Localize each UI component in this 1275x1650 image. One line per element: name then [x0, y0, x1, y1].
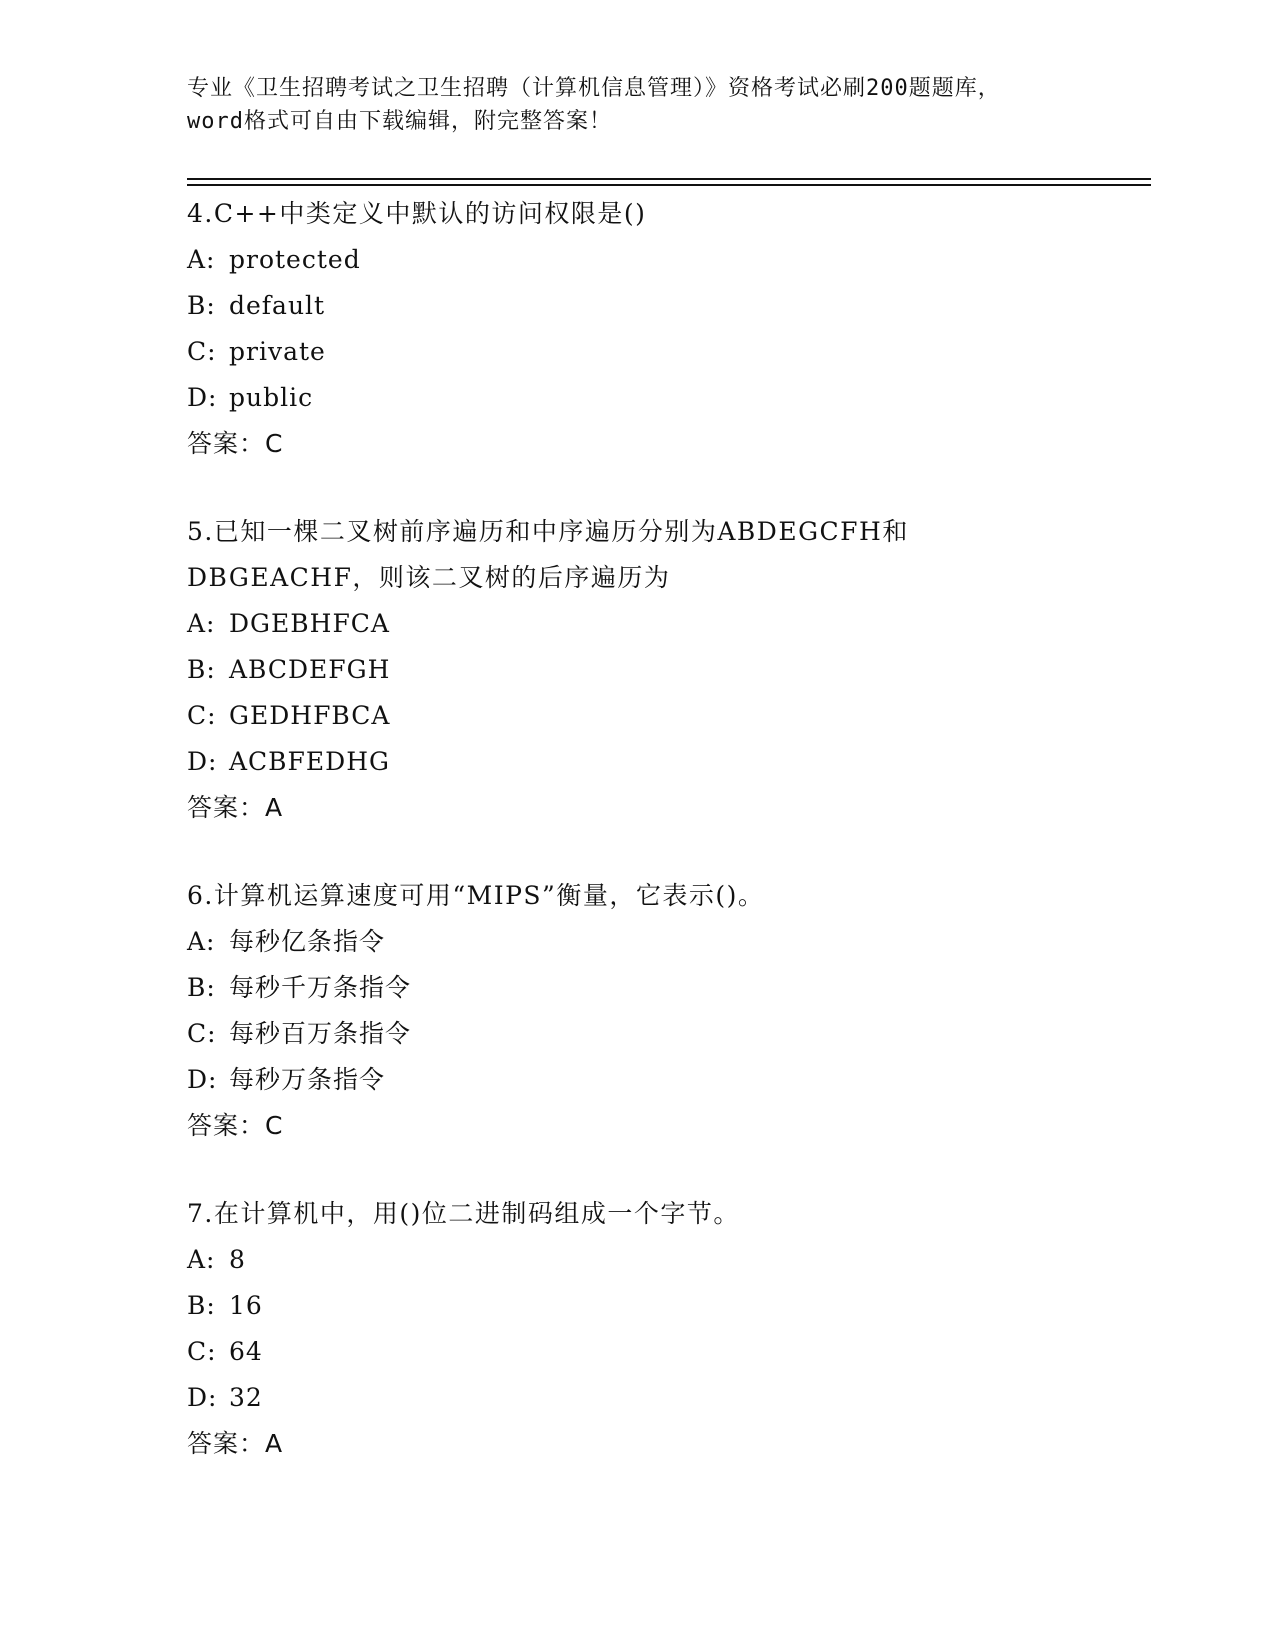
option-d: [187, 1057, 1087, 1103]
option-text: ABCDEFGH: [229, 655, 391, 684]
option-b: [187, 965, 1087, 1011]
option-text: 64: [229, 1337, 263, 1366]
option-letter: A:: [187, 927, 216, 956]
option-b: [187, 283, 1087, 329]
option-text: 每秒千万条指令: [229, 973, 412, 1002]
option-letter: B:: [187, 291, 216, 320]
option-text: 32: [229, 1383, 263, 1412]
option-a: [187, 601, 1087, 647]
option-text: default: [229, 291, 326, 320]
option-text: public: [229, 383, 314, 412]
option-letter: B:: [187, 973, 216, 1002]
option-a: [187, 1237, 1087, 1283]
option-letter: B:: [187, 1291, 216, 1320]
option-letter: C:: [187, 1337, 217, 1366]
question-7: [187, 1191, 1087, 1467]
header-divider-bottom: [187, 184, 1151, 186]
option-text: 16: [229, 1291, 263, 1320]
option-a: [187, 919, 1087, 965]
question-list: [187, 191, 1087, 1509]
question-text: 7.在计算机中，用()位二进制码组成一个字节。: [187, 1199, 740, 1228]
document-header: [187, 72, 1087, 138]
option-letter: B:: [187, 655, 216, 684]
option-letter: A:: [187, 1245, 216, 1274]
option-letter: D:: [187, 383, 218, 412]
option-text: 每秒万条指令: [229, 1065, 386, 1094]
header-line-1: 专业《卫生招聘考试之卫生招聘（计算机信息管理）》资格考试必刷200题题库，: [187, 76, 1001, 101]
option-text: 每秒百万条指令: [229, 1019, 412, 1048]
option-letter: A:: [187, 609, 216, 638]
option-d: [187, 1375, 1087, 1421]
header-line-2: word格式可自由下载编辑，附完整答案！: [187, 109, 612, 134]
option-c: [187, 329, 1087, 375]
option-text: 每秒亿条指令: [229, 927, 386, 956]
answer-text: 答案：C: [187, 1111, 284, 1140]
option-letter: D:: [187, 1065, 218, 1094]
option-b: [187, 647, 1087, 693]
question-text: 4.C++中类定义中默认的访问权限是(): [187, 199, 647, 228]
option-letter: A:: [187, 245, 216, 274]
option-c: [187, 1011, 1087, 1057]
option-letter: C:: [187, 701, 217, 730]
option-d: [187, 375, 1087, 421]
option-letter: C:: [187, 337, 217, 366]
option-c: [187, 693, 1087, 739]
option-letter: D:: [187, 747, 218, 776]
question-6: [187, 873, 1087, 1149]
option-text: ACBFEDHG: [229, 747, 390, 776]
header-divider-top: [187, 178, 1151, 180]
answer-text: 答案：C: [187, 429, 284, 458]
option-a: [187, 237, 1087, 283]
answer-text: 答案：A: [187, 793, 284, 822]
option-c: [187, 1329, 1087, 1375]
option-letter: D:: [187, 1383, 218, 1412]
option-text: DGEBHFCA: [229, 609, 390, 638]
question-text: 6.计算机运算速度可用“MIPS”衡量，它表示()。: [187, 881, 765, 910]
question-4: [187, 191, 1087, 467]
option-d: [187, 739, 1087, 785]
option-letter: C:: [187, 1019, 217, 1048]
option-text: protected: [229, 245, 361, 274]
question-text: 5.已知一棵二叉树前序遍历和中序遍历分别为ABDEGCFH和DBGEACHF，则该二叉树的后序遍历为: [187, 517, 909, 592]
question-5: [187, 509, 1087, 831]
answer-text: 答案：A: [187, 1429, 284, 1458]
option-text: 8: [229, 1245, 246, 1274]
option-text: private: [229, 337, 326, 366]
option-text: GEDHFBCA: [229, 701, 391, 730]
option-b: [187, 1283, 1087, 1329]
